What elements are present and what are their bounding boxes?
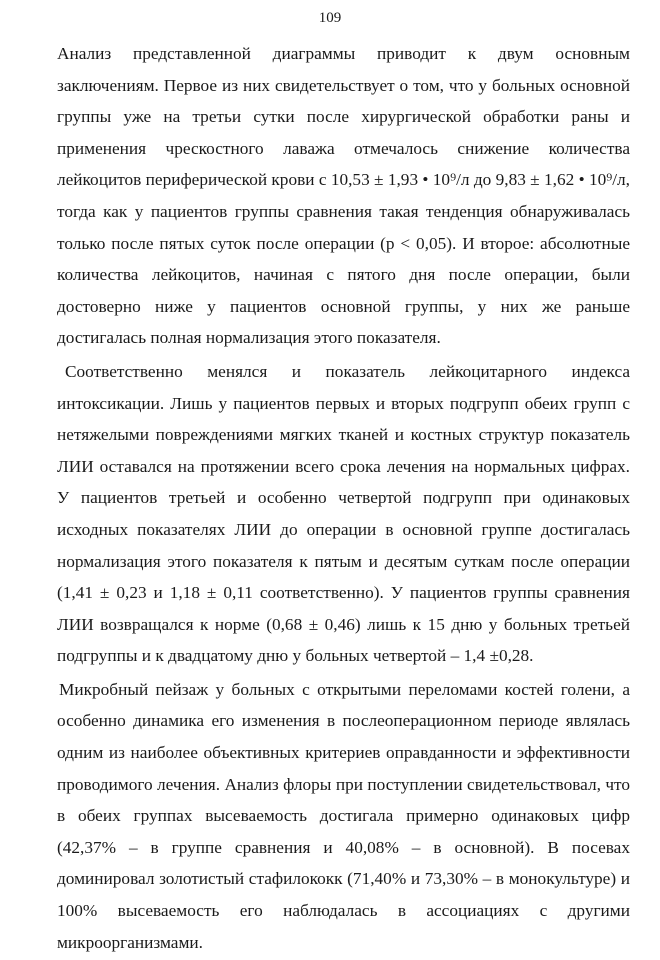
paragraph-diagram-analysis: Анализ представленной диаграммы приводит к двум основным заключениям. Первое из них свидетельствует о том, что у больных основной группы уже на третьи сутки после хирургической обработки раны и применения чрескостного лаважа отмечалось снижение количества лейкоцитов периферической крови с 10,53 ± 1,93 • 10⁹/л до 9,83 ± 1,62 • 10⁹/л, тогда как у пациентов группы сравнения такая тенденция обнаруживалась только после пятых суток после операции (р < 0,05). И второе: абсолютные количества лейкоцитов, начиная с пятого дня после операции, были достоверно ниже у пациентов основной группы, у них же раньше достигалась полная нормализация этого показателя. xyxy=(57,44,630,348)
document-body xyxy=(57,38,630,958)
paragraph-microbial-landscape: Микробный пейзаж у больных с открытыми переломами костей голени, а особенно динамика его изменения в послеоперационном периоде являлась одним из наиболее объективных критериев оправданности и эффективности проводимого лечения. Анализ флоры при поступлении свидетельствовал, что в обеих группах высеваемость достигала примерно одинаковых цифр (42,37% – в группе сравнения и 40,08% – в основной). В посевах доминировал золотистый стафилококк (71,40% и 73,30% – в монокультуре) и 100% высеваемость его наблюдалась в ассоциациях с другими микроорганизмами. xyxy=(57,679,630,952)
page-number: 109 xyxy=(318,10,342,26)
paragraph-intoxication-index: Соответственно менялся и показатель лейкоцитарного индекса интоксикации. Лишь у пациентов первых и вторых подгрупп обеих групп с нетяжелыми повреждениями мягких тканей и костных структур показатель ЛИИ оставался на протяжении всего срока лечения на нормальных цифрах. У пациентов третьей и особенно четвертой подгрупп при одинаковых исходных показателях ЛИИ до операции в основной группе достигалась нормализация этого показателя к пятым и десятым суткам после операции (1,41 ± 0,23 и 1,18 ± 0,11 соответственно). У пациентов группы сравнения ЛИИ возвращался к норме (0,68 ± 0,46) лишь к 15 дню у больных третьей подгруппы и к двадцатому дню у больных четвертой – 1,4 ±0,28. xyxy=(57,361,630,666)
